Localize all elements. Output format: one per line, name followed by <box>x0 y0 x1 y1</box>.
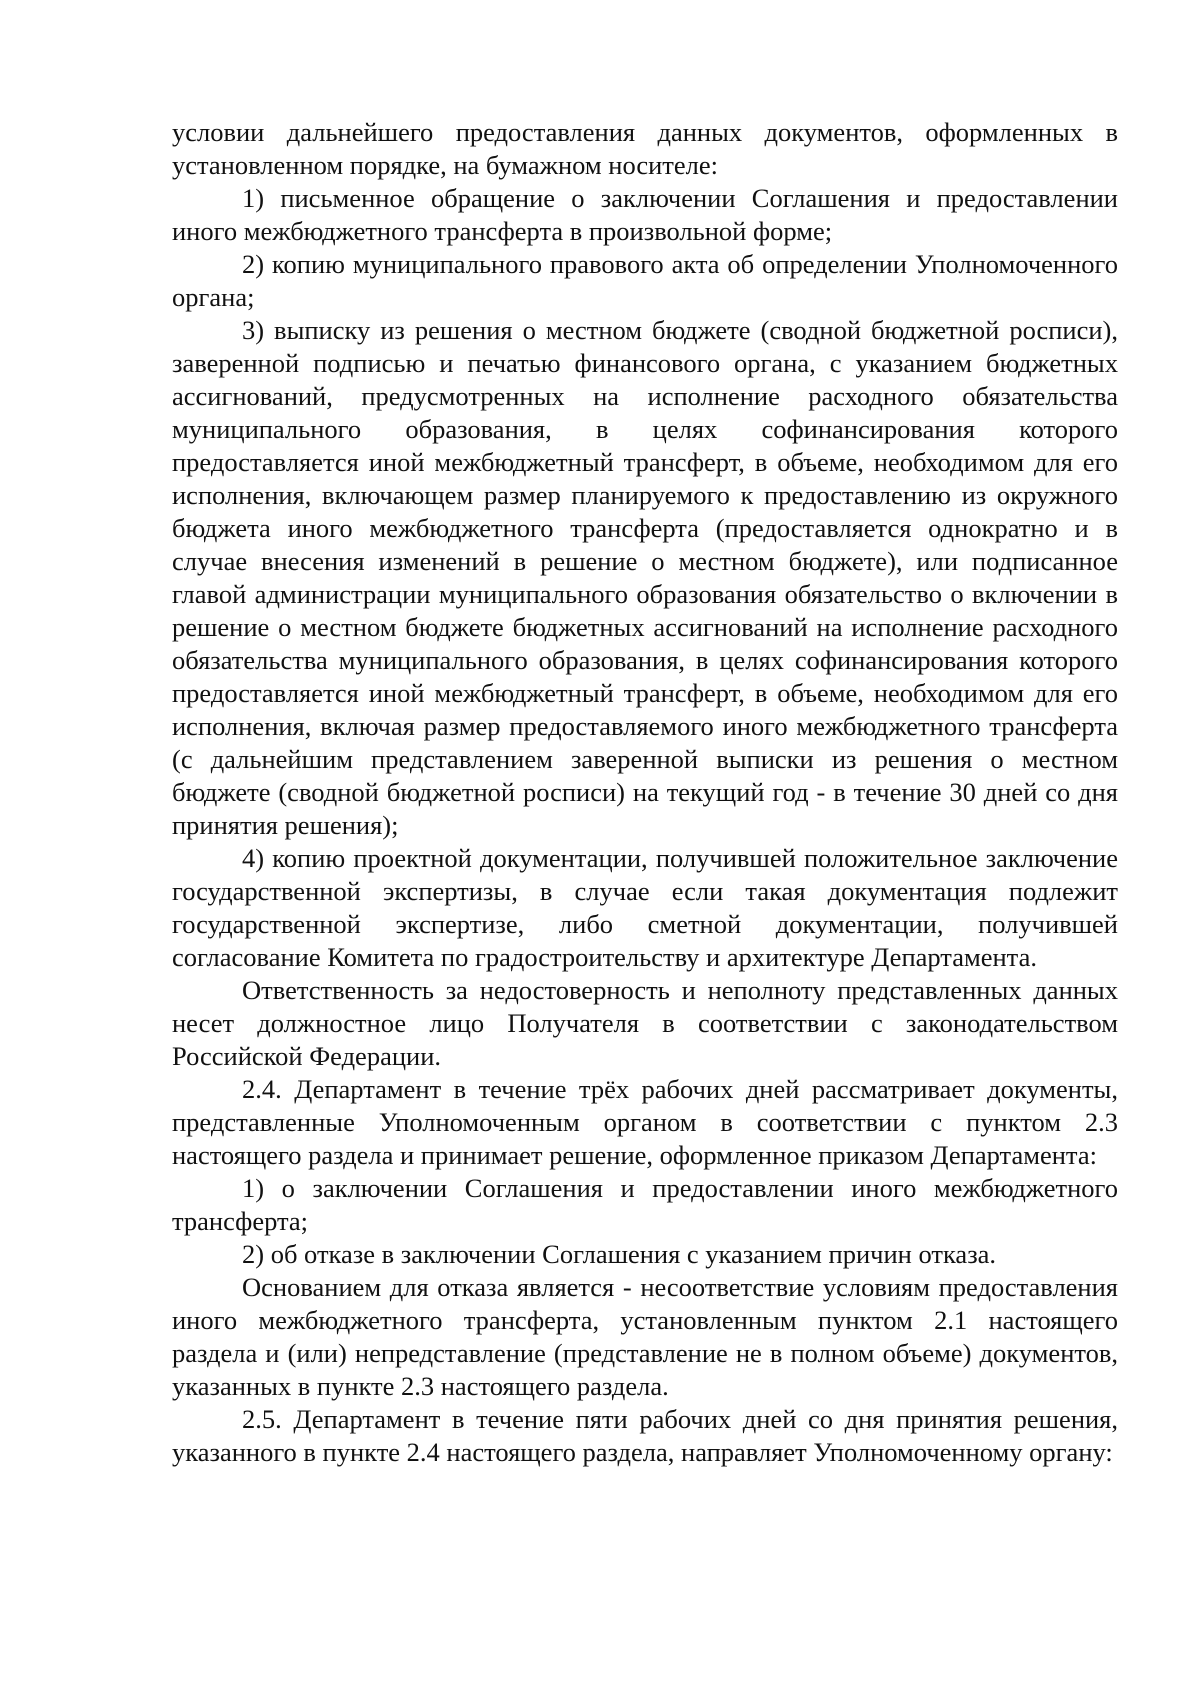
paragraph-decision-1: 1) о заключении Соглашения и предоставлении иного межбюджетного трансферта; <box>172 1173 1118 1236</box>
paragraph-item-1: 1) письменное обращение о заключении Соглашения и предоставлении иного межбюджетного трансферта в произвольной форме; <box>172 183 1118 246</box>
document-page <box>172 116 1118 1469</box>
paragraph-item-3: 3) выписку из решения о местном бюджете (сводной бюджетной росписи), заверенной подписью и печатью финансового органа, с указанием бюджетных ассигнований, предусмотренных на исполнение расходного обязательства муниципального образования, в целях софинансирования которого предоставляется иной межбюджетный трансферт, в объеме, необходимом для его исполнения, включающем размер планируемого к предоставлению из окружного бюджета иного межбюджетного трансферта (предоставляется однократно и в случае внесения изменений в решение о местном бюджете), или подписанное главой администрации муниципального образования обязательство о включении в решение о местном бюджете бюджетных ассигнований на исполнение расходного обязательства муниципального образования, в целях софинансирования которого предоставляется иной межбюджетный трансферт, в объеме, необходимом для его исполнения, включая размер предоставляемого иного межбюджетного трансферта (с дальнейшим представлением заверенной выписки из решения о местном бюджете (сводной бюджетной росписи) на текущий год - в течение 30 дней со дня принятия решения); <box>172 315 1118 840</box>
paragraph-section-2-4: 2.4. Департамент в течение трёх рабочих дней рассматривает документы, представленные Уполномоченным органом в соответствии с пунктом 2.3 настоящего раздела и принимает решение, оформленное приказом Департамента: <box>172 1074 1118 1170</box>
paragraph-responsibility: Ответственность за недостоверность и неполноту представленных данных несет должностное лицо Получателя в соответствии с законодательством Российской Федерации. <box>172 975 1118 1071</box>
paragraph-item-4: 4) копию проектной документации, получившей положительное заключение государственной экспертизы, в случае если такая документация подлежит государственной экспертизе, либо сметной документации, получившей согласование Комитета по градостроительству и архитектуре Департамента. <box>172 843 1118 972</box>
paragraph-item-2: 2) копию муниципального правового акта об определении Уполномоченного органа; <box>172 249 1118 312</box>
paragraph-refusal-grounds: Основанием для отказа является - несоответствие условиям предоставления иного межбюджетного трансферта, установленным пунктом 2.1 настоящего раздела и (или) непредставление (представление не в полном объеме) документов, указанных в пункте 2.3 настоящего раздела. <box>172 1272 1118 1401</box>
paragraph-section-2-5: 2.5. Департамент в течение пяти рабочих дней со дня принятия решения, указанного в пункте 2.4 настоящего раздела, направляет Уполномоченному органу: <box>172 1404 1118 1467</box>
paragraph-decision-2: 2) об отказе в заключении Соглашения с указанием причин отказа. <box>242 1239 997 1269</box>
paragraph-continuation: условии дальнейшего предоставления данных документов, оформленных в установленном порядке, на бумажном носителе: <box>172 117 1118 180</box>
